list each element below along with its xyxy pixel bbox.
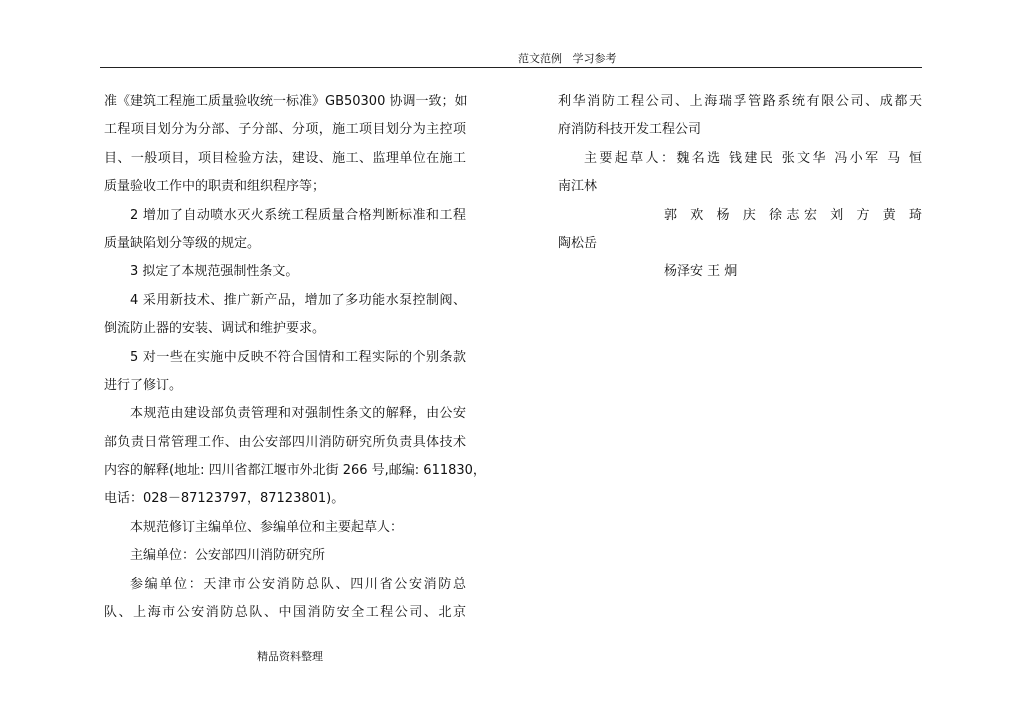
text-line: 电话：028－87123797，87123801)。	[104, 491, 345, 507]
right-column	[558, 88, 922, 287]
text-line: 倒流防止器的安装、调试和维护要求。	[104, 321, 326, 337]
text-line: 内容的解释(地址: 四川省都江堰市外北街 266 号,邮编: 611830，	[104, 463, 486, 479]
text-line: 5 对一些在实施中反映不符合国情和工程实际的个别条款	[130, 349, 466, 365]
page-header: 范文范例 学习参考	[518, 52, 617, 65]
left-column	[104, 88, 486, 627]
text-line: 府消防科技开发工程公司	[558, 122, 702, 138]
text-line: 4 采用新技术、推广新产品，增加了多功能水泵控制阀、	[130, 292, 466, 308]
text-line: 主编单位：公安部四川消防研究所	[130, 548, 326, 564]
text-line: 3 拟定了本规范强制性条文。	[130, 264, 299, 280]
drafter-line: 南江林	[558, 179, 598, 195]
text-line: 工程项目划分为分部、子分部、分项，施工项目划分为主控项	[104, 122, 466, 138]
drafter-line: 主要起草人：魏名选 钱建民 张文华 冯小军 马 恒	[584, 150, 922, 166]
page-footer: 精品资料整理	[257, 650, 323, 663]
text-line: 参编单位：天津市公安消防总队、四川省公安消防总	[130, 576, 466, 592]
drafter-line: 郭 欢 杨 庆 徐志宏 刘 方 黄 琦	[664, 207, 922, 223]
text-line: 本规范修订主编单位、参编单位和主要起草人：	[130, 519, 404, 535]
text-line: 目、一般项目，项目检验方法，建设、施工、监理单位在施工	[104, 150, 466, 166]
text-line: 进行了修订。	[104, 377, 183, 393]
drafter-line: 杨泽安 王 炯	[664, 264, 738, 280]
drafter-line: 陶松岳	[558, 235, 598, 251]
text-line: 准《建筑工程施工质量验收统一标准》GB50300 协调一致；如	[104, 94, 468, 109]
text-line: 质量缺陷划分等级的规定。	[104, 235, 261, 251]
text-line: 2 增加了自动喷水灭火系统工程质量合格判断标准和工程	[130, 207, 466, 223]
text-line: 本规范由建设部负责管理和对强制性条文的解释，由公安	[130, 406, 466, 422]
text-line: 利华消防工程公司、上海瑞孚管路系统有限公司、成都天	[558, 94, 922, 109]
text-line: 部负责日常管理工作、由公安部四川消防研究所负责具体技术	[104, 434, 466, 450]
text-line: 质量验收工作中的职责和组织程序等；	[104, 179, 326, 195]
text-line: 队、上海市公安消防总队、中国消防安全工程公司、北京	[104, 605, 466, 621]
header-rule	[100, 67, 922, 68]
